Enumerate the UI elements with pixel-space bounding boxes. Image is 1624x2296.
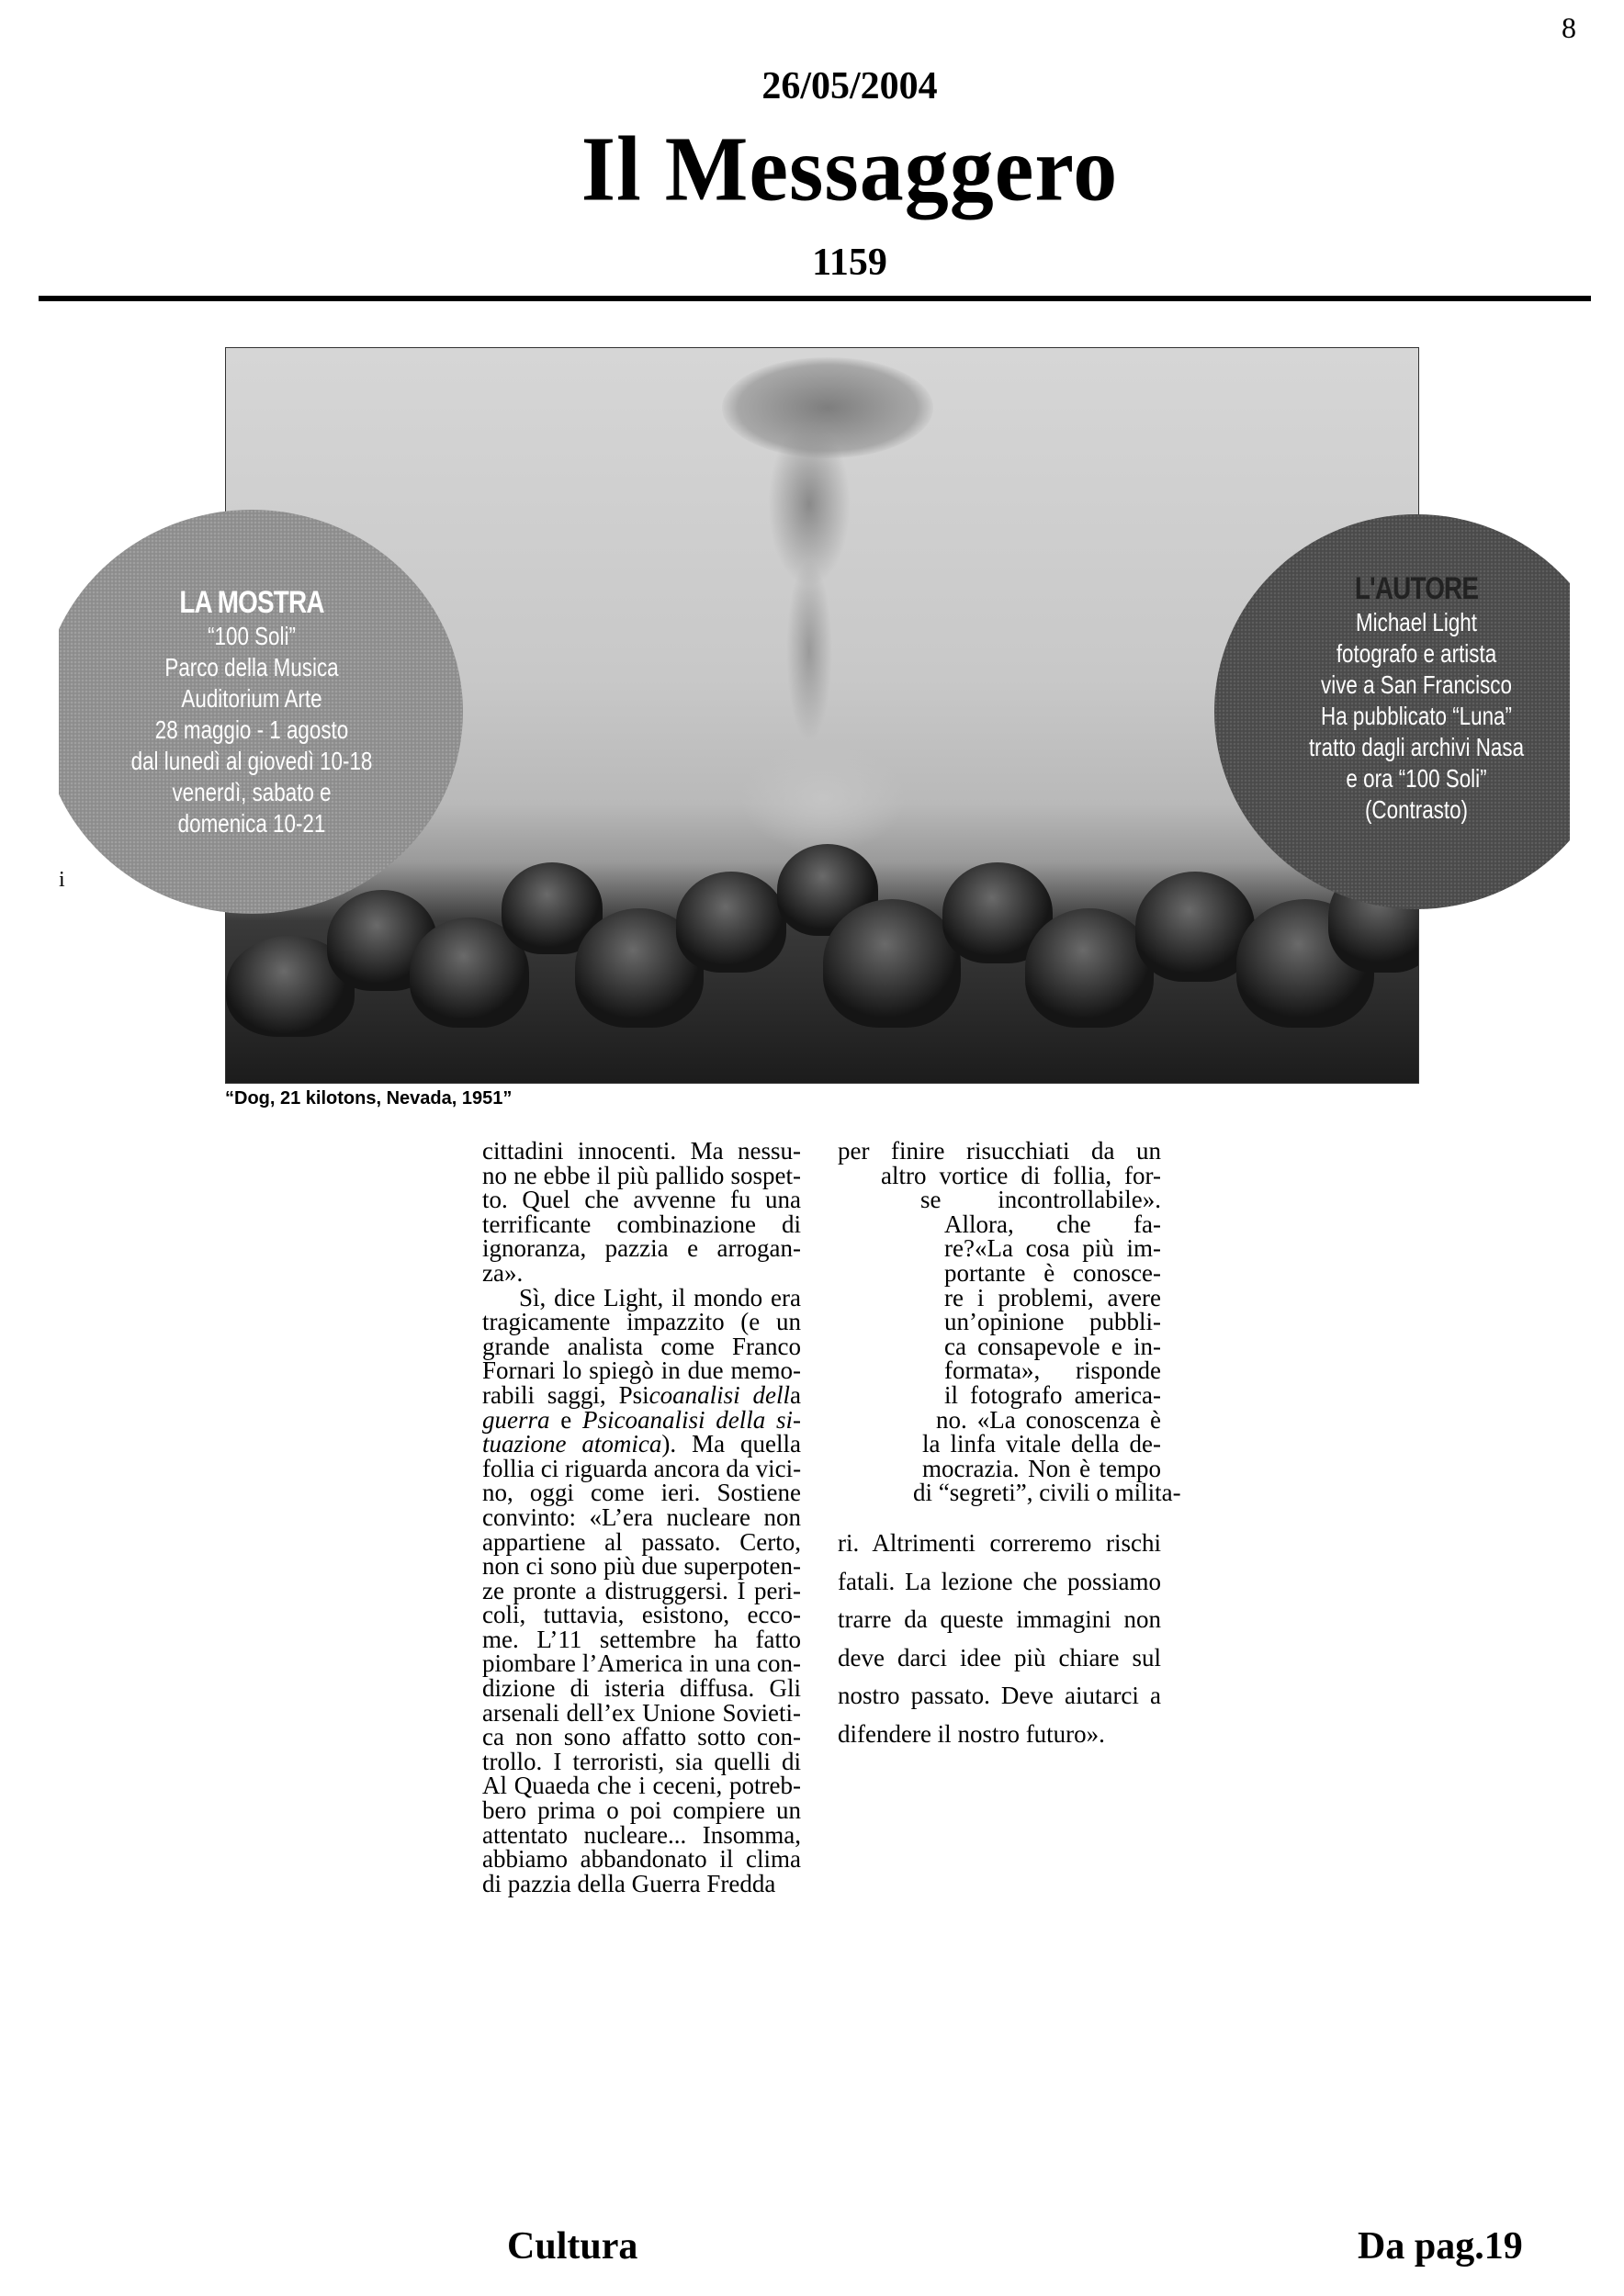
info-line: Auditorium Arte [181,684,322,713]
exhibition-title: LA MOSTRA [179,585,324,620]
article-text-line: convinto: «L’era nucleare non [482,1503,801,1531]
article-text-line: me. L’11 settembre ha fatto [482,1625,801,1653]
info-line: Parco della Musica [164,653,339,681]
article-text-line: abbiamo abbandonato il clima [482,1845,801,1874]
article-text-line: non ci sono più due superpoten- [482,1552,801,1581]
article-text-line: arsenali dell’ex Unione Sovieti- [482,1698,801,1727]
article-text-line: no. «La conoscenza è [936,1405,1161,1434]
info-line: 28 maggio - 1 agosto [154,715,349,744]
article-text-line: ignoranza, pazzia e arrogan- [482,1234,801,1263]
article-text-line: to. Quel che avvenne fu una [482,1186,801,1214]
info-line: e ora “100 Soli” [1346,764,1487,793]
article-text-line: ca non sono affatto sotto con- [482,1723,801,1751]
info-line: venerdì, sabato e [172,778,332,806]
article-text-line: Sì, dice Light, il mondo era [519,1283,801,1311]
article-text-line: difendere il nostro futuro». [838,1719,1105,1748]
article-text-line: di “segreti”, civili o milita- [913,1479,1181,1507]
article-text-line: follia ci riguarda ancora da vici- [482,1454,802,1482]
article-text-line: ca consapevole e in- [944,1332,1161,1360]
article-text-line: ze pronte a distruggersi. I peri- [482,1576,801,1604]
info-line: tratto dagli archivi Nasa [1308,733,1525,761]
article-text-line: formata», risponde [944,1356,1161,1385]
publication-date: 26/05/2004 [761,65,938,107]
article-text-line: la linfa vitale della de- [922,1430,1161,1458]
article-text-line: se incontrollabile». [920,1186,1161,1214]
article-text-line: un’opinione pubbli- [944,1308,1161,1336]
article-text-line: re i problemi, avere [944,1283,1161,1311]
article-text-line: fatali. La lezione che possiamo [838,1567,1161,1595]
article-text-line: altro vortice di follia, for- [881,1161,1161,1189]
issue-number: 1159 [812,242,887,284]
article-text-line: appartiene al passato. Certo, [482,1527,801,1556]
article-text-line: cittadini innocenti. Ma nessu- [482,1137,801,1165]
article-text-line: tuazione atomica). Ma quella [482,1430,801,1458]
info-line: Michael Light [1356,608,1477,636]
article-text-line: portante è conosce- [944,1258,1161,1287]
info-line: vive a San Francisco [1321,670,1512,699]
article-text-line: Al Quaeda che i ceceni, potreb- [482,1772,801,1800]
article-text-line: Allora, che fa- [944,1210,1161,1238]
stray-mark: i [59,868,65,892]
article-text-line: terrificante combinazione di [482,1210,801,1238]
info-line: Ha pubblicato “Luna” [1321,702,1512,730]
article-text-line: dizione di isteria diffusa. Gli [482,1674,801,1703]
newspaper-masthead: Il Messaggero [581,117,1119,220]
info-line: (Contrasto) [1364,795,1469,824]
article-text-line: Fornari lo spiegò in due memo- [482,1356,801,1385]
info-line: “100 Soli” [208,622,296,650]
article-text-line: no, oggi come ieri. Sostiene [482,1479,801,1507]
page-number: 8 [1562,11,1576,44]
article-text-line: di pazzia della Guerra Fredda [482,1869,776,1897]
article-text-line: rabili saggi, Psicoanalisi della [482,1380,802,1409]
info-line: domenica 10-21 [177,809,326,838]
article-text-line: per finire risucchiati da un [838,1137,1161,1165]
article-text-line: tragicamente impazzito (e un [482,1308,801,1336]
info-line: fotografo e artista [1336,639,1497,668]
info-line: dal lunedì al giovedì 10-18 [130,747,373,775]
header-divider [39,296,1591,301]
article-text-line: piombare l’America in una con- [482,1649,801,1678]
article-column-2-bottom [838,1525,1161,1753]
article-text-line: coli, tuttavia, esistono, ecco- [482,1601,801,1629]
article-text-line: guerra e Psicoanalisi della si- [482,1405,802,1434]
continued-from-page: Da pag.19 [1358,2225,1523,2268]
article-text-line: grande analista come Franco [482,1332,801,1360]
section-name: Cultura [507,2225,638,2268]
article-text-line: ri. Altrimenti correremo rischi [838,1529,1161,1557]
article-text-line: no ne ebbe il più pallido sospet- [482,1161,801,1189]
article-text-line: za». [482,1258,524,1287]
article-column-1 [482,1139,801,1896]
article-text-line: trarre da queste immagini non [838,1605,1161,1633]
author-info-box [1194,496,1570,928]
author-box-title: L'AUTORE [1354,571,1479,606]
article-column-2-top [838,1137,1181,1507]
article-text-line: re?«La cosa più im- [944,1234,1161,1263]
article-text-line: deve darci idee più chiare sul [838,1643,1161,1671]
photo-caption: “Dog, 21 kilotons, Nevada, 1951” [225,1088,513,1109]
exhibition-info-box [59,496,463,928]
article-text-line: attentato nucleare... Insomma, [482,1820,801,1849]
article-text-line: il fotografo america- [944,1380,1161,1409]
article-text-line: nostro passato. Deve aiutarci a [838,1682,1161,1709]
article-text-line: mocrazia. Non è tempo [922,1454,1161,1482]
article-text-line: trollo. I terroristi, sia quelli di [482,1747,801,1775]
article-text-line: bero prima o poi compiere un [482,1796,801,1825]
